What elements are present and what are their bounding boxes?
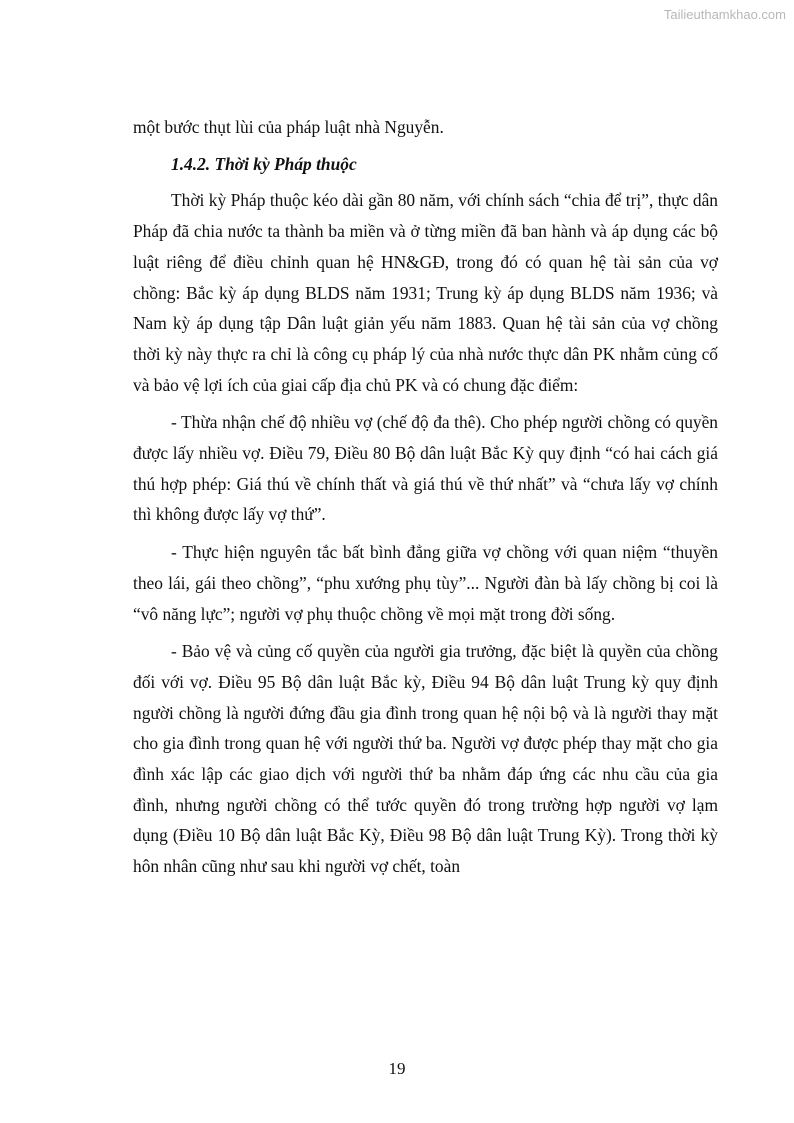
paragraph-polygamy: - Thừa nhận chế độ nhiều vợ (chế độ đa thê). Cho phép người chồng có quyền được lấy nhiều vợ. Điều 79, Điều 80 Bộ dân luật Bắc Kỳ quy định “có hai cách giá thú hợp phép: Giá thú về chính thất và giá thú về thứ nhất” và “chưa lấy vợ chính thì không được lấy vợ thứ”. [133, 412, 718, 525]
page-body [133, 112, 718, 889]
page-number: 19 [388, 1059, 406, 1078]
paragraph-inequality: - Thực hiện nguyên tắc bất bình đẳng giữa vợ chồng với quan niệm “thuyền theo lái, gái theo chồng”, “phu xướng phụ tùy”... Người đàn bà lấy chồng bị coi là “vô năng lực”; người vợ phụ thuộc chồng về mọi mặt trong đời sống. [133, 542, 718, 624]
lead-line: một bước thụt lùi của pháp luật nhà Nguyễn. [133, 117, 444, 137]
section-heading: 1.4.2. Thời kỳ Pháp thuộc [171, 153, 357, 174]
watermark: Tailieuthamkhao.com [663, 7, 786, 22]
paragraph-patriarchy: - Bảo vệ và củng cố quyền của người gia trưởng, đặc biệt là quyền của chồng đối với vợ. Điều 95 Bộ dân luật Bắc kỳ, Điều 94 Bộ dân luật Trung kỳ quy định người chồng là người đứng đầu gia đình trong quan hệ nội bộ và là người thay mặt cho gia đình trong quan hệ với người thứ ba. Người vợ được phép thay mặt cho gia đình xác lập các giao dịch với người thứ ba nhằm đáp ứng các nhu cầu của gia đình, nhưng người chồng có thể tước quyền đó trong trường hợp người vợ lạm dụng (Điều 10 Bộ dân luật Bắc Kỳ, Điều 98 Bộ dân luật Trung Kỳ). Trong thời kỳ hôn nhân cũng như sau khi người vợ chết, toàn [133, 641, 718, 877]
paragraph-intro: Thời kỳ Pháp thuộc kéo dài gần 80 năm, với chính sách “chia để trị”, thực dân Pháp đã chia nước ta thành ba miền và ở từng miền đã ban hành và áp dụng các bộ luật riêng để điều chỉnh quan hệ HN&GĐ, trong đó có quan hệ tài sản của vợ chồng: Bắc kỳ áp dụng BLDS năm 1931; Trung kỳ áp dụng BLDS năm 1936; và Nam kỳ áp dụng tập Dân luật giản yếu năm 1883. Quan hệ tài sản của vợ chồng thời kỳ này thực ra chỉ là công cụ pháp lý của nhà nước thực dân PK nhằm củng cố và bảo vệ lợi ích của giai cấp địa chủ PK và có chung đặc điểm: [133, 190, 718, 395]
